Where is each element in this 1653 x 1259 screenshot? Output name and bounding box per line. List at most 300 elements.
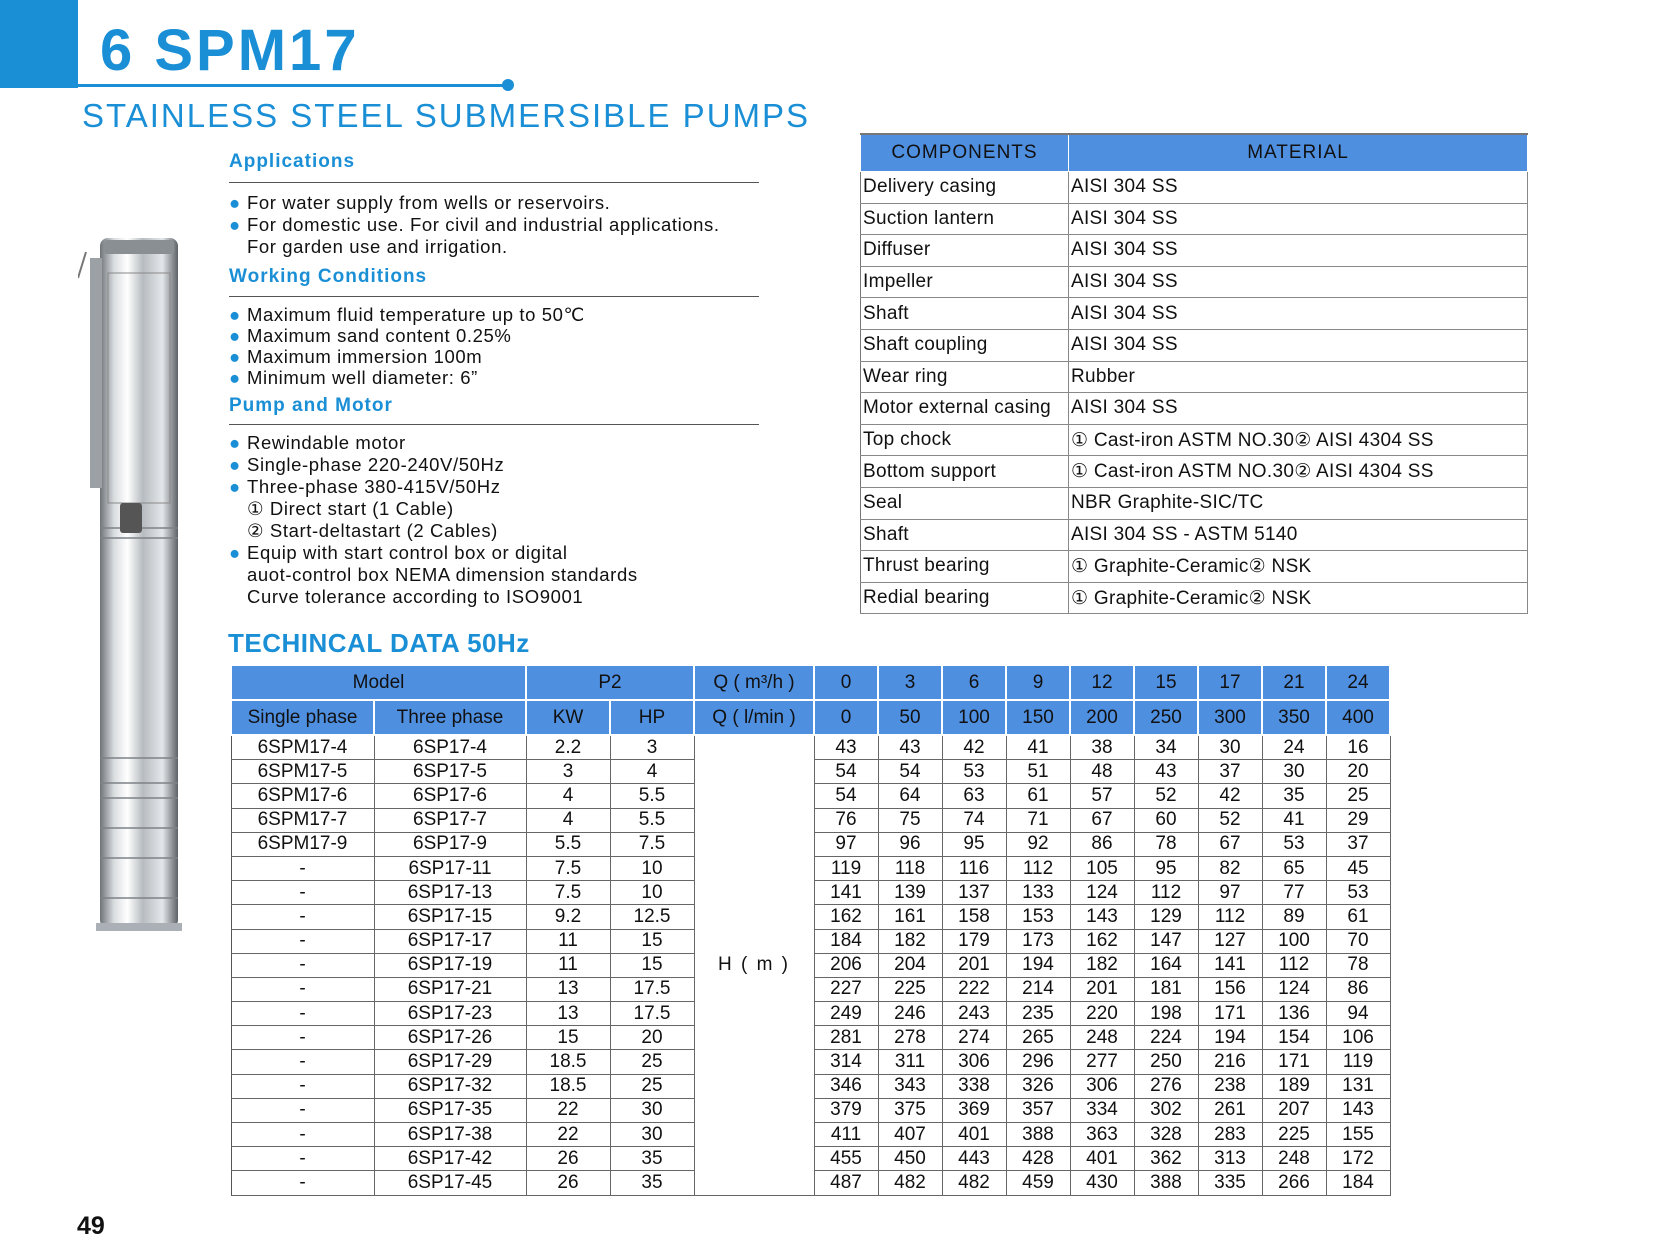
- flow-lmin-value: 300: [1198, 700, 1262, 735]
- head-value-cell: 54: [878, 760, 942, 784]
- head-value-cell: 266: [1262, 1171, 1326, 1195]
- kw-cell: 4: [526, 808, 610, 832]
- p2-header: P2: [526, 665, 694, 700]
- list-item: ● Equip with start control box or digital: [229, 542, 568, 563]
- head-value-cell: 86: [1326, 977, 1390, 1001]
- material-col-header: MATERIAL: [1069, 134, 1528, 172]
- three-phase-model-cell: 6SP17-29: [374, 1050, 526, 1074]
- head-value-cell: 283: [1198, 1123, 1262, 1147]
- head-value-cell: 112: [1198, 905, 1262, 929]
- head-value-cell: 105: [1070, 856, 1134, 880]
- head-value-cell: 220: [1070, 1002, 1134, 1026]
- head-value-cell: 34: [1134, 735, 1198, 760]
- head-value-cell: 487: [814, 1171, 878, 1195]
- single-phase-model-cell: -: [231, 1050, 374, 1074]
- model-header: Model: [231, 665, 526, 700]
- head-value-cell: 53: [1326, 881, 1390, 905]
- component-cell: Delivery casing: [861, 172, 1069, 204]
- list-item: ● Minimum well diameter: 6”: [229, 367, 478, 388]
- head-value-cell: 314: [814, 1050, 878, 1074]
- head-value-cell: 153: [1006, 905, 1070, 929]
- head-value-cell: 112: [1006, 856, 1070, 880]
- head-value-cell: 30: [1262, 760, 1326, 784]
- head-value-cell: 52: [1134, 784, 1198, 808]
- table-row: [861, 393, 1528, 425]
- table-row: [861, 519, 1528, 551]
- head-value-cell: 388: [1134, 1171, 1198, 1195]
- single-phase-model-cell: -: [231, 1123, 374, 1147]
- kw-cell: 22: [526, 1098, 610, 1122]
- kw-cell: 5.5: [526, 832, 610, 856]
- single-phase-model-cell: -: [231, 1026, 374, 1050]
- material-cell: AISI 304 SS: [1069, 298, 1528, 330]
- flow-m3h-value: 24: [1326, 665, 1390, 700]
- head-value-cell: 162: [1070, 929, 1134, 953]
- head-value-cell: 328: [1134, 1123, 1198, 1147]
- hp-header: HP: [610, 700, 694, 735]
- head-value-cell: 227: [814, 977, 878, 1001]
- table-row: [861, 266, 1528, 298]
- head-value-cell: 116: [942, 856, 1006, 880]
- head-value-cell: 74: [942, 808, 1006, 832]
- head-value-cell: 379: [814, 1098, 878, 1122]
- single-phase-model-cell: -: [231, 905, 374, 929]
- head-value-cell: 147: [1134, 929, 1198, 953]
- head-value-cell: 100: [1262, 929, 1326, 953]
- hp-cell: 3: [610, 735, 694, 760]
- three-phase-model-cell: 6SP17-9: [374, 832, 526, 856]
- component-cell: Redial bearing: [861, 582, 1069, 614]
- hp-cell: 17.5: [610, 1002, 694, 1026]
- head-value-cell: 369: [942, 1098, 1006, 1122]
- page-title: 6 SPM17: [100, 18, 360, 83]
- material-cell: AISI 304 SS: [1069, 329, 1528, 361]
- head-value-cell: 133: [1006, 881, 1070, 905]
- head-value-cell: 265: [1006, 1026, 1070, 1050]
- head-value-cell: 302: [1134, 1098, 1198, 1122]
- head-value-cell: 182: [1070, 953, 1134, 977]
- head-value-cell: 179: [942, 929, 1006, 953]
- head-value-cell: 97: [1198, 881, 1262, 905]
- table-row: [861, 329, 1528, 361]
- three-phase-model-cell: 6SP17-7: [374, 808, 526, 832]
- single-phase-model-cell: -: [231, 1171, 374, 1195]
- pump-image: [78, 238, 198, 938]
- head-value-cell: 306: [942, 1050, 1006, 1074]
- material-cell: ① Cast-iron ASTM NO.30② AISI 4304 SS: [1069, 456, 1528, 488]
- list-subitem: ② Start-deltastart (2 Cables): [247, 520, 498, 541]
- head-value-cell: 181: [1134, 977, 1198, 1001]
- head-value-cell: 363: [1070, 1123, 1134, 1147]
- head-value-cell: 216: [1198, 1050, 1262, 1074]
- list-item: ● Rewindable motor: [229, 432, 406, 453]
- head-value-cell: 164: [1134, 953, 1198, 977]
- head-value-cell: 24: [1262, 735, 1326, 760]
- head-value-cell: 277: [1070, 1050, 1134, 1074]
- head-value-cell: 249: [814, 1002, 878, 1026]
- hp-cell: 20: [610, 1026, 694, 1050]
- head-label-cell: H ( m ): [694, 735, 814, 1195]
- head-value-cell: 54: [814, 784, 878, 808]
- head-value-cell: 143: [1326, 1098, 1390, 1122]
- kw-cell: 7.5: [526, 881, 610, 905]
- head-value-cell: 326: [1006, 1074, 1070, 1098]
- head-value-cell: 124: [1070, 881, 1134, 905]
- component-cell: Top chock: [861, 424, 1069, 456]
- page-subtitle: STAINLESS STEEL SUBMERSIBLE PUMPS: [82, 97, 811, 134]
- page-number: 49: [77, 1212, 105, 1240]
- hp-cell: 5.5: [610, 808, 694, 832]
- head-value-cell: 76: [814, 808, 878, 832]
- head-value-cell: 65: [1262, 856, 1326, 880]
- three-phase-model-cell: 6SP17-4: [374, 735, 526, 760]
- head-value-cell: 127: [1198, 929, 1262, 953]
- three-phase-model-cell: 6SP17-42: [374, 1147, 526, 1171]
- head-value-cell: 57: [1070, 784, 1134, 808]
- material-cell: ① Graphite-Ceramic② NSK: [1069, 551, 1528, 583]
- head-value-cell: 78: [1326, 953, 1390, 977]
- kw-cell: 3: [526, 760, 610, 784]
- flow-lmin-value: 100: [942, 700, 1006, 735]
- head-value-cell: 95: [942, 832, 1006, 856]
- three-phase-model-cell: 6SP17-15: [374, 905, 526, 929]
- hp-cell: 10: [610, 881, 694, 905]
- head-value-cell: 131: [1326, 1074, 1390, 1098]
- components-table-body: [861, 172, 1528, 614]
- head-value-cell: 136: [1262, 1002, 1326, 1026]
- hp-cell: 17.5: [610, 977, 694, 1001]
- working-conditions-heading: Working Conditions: [229, 266, 428, 287]
- pump-motor-list: [229, 432, 638, 608]
- component-cell: Impeller: [861, 266, 1069, 298]
- hp-cell: 35: [610, 1171, 694, 1195]
- head-value-cell: 201: [1070, 977, 1134, 1001]
- hp-cell: 35: [610, 1147, 694, 1171]
- single-phase-model-cell: -: [231, 1002, 374, 1026]
- flow-m3h-header-row: [231, 665, 1390, 700]
- material-cell: Rubber: [1069, 361, 1528, 393]
- head-value-cell: 455: [814, 1147, 878, 1171]
- component-cell: Shaft: [861, 519, 1069, 551]
- head-value-cell: 296: [1006, 1050, 1070, 1074]
- kw-cell: 11: [526, 953, 610, 977]
- hp-cell: 5.5: [610, 784, 694, 808]
- head-value-cell: 95: [1134, 856, 1198, 880]
- head-value-cell: 118: [878, 856, 942, 880]
- hp-cell: 25: [610, 1050, 694, 1074]
- three-phase-model-cell: 6SP17-23: [374, 1002, 526, 1026]
- flow-m3h-value: 0: [814, 665, 878, 700]
- material-cell: AISI 304 SS - ASTM 5140: [1069, 519, 1528, 551]
- hp-cell: 12.5: [610, 905, 694, 929]
- three-phase-model-cell: 6SP17-17: [374, 929, 526, 953]
- head-value-cell: 112: [1134, 881, 1198, 905]
- pump-motor-heading: Pump and Motor: [229, 395, 393, 416]
- material-cell: AISI 304 SS: [1069, 203, 1528, 235]
- head-value-cell: 375: [878, 1098, 942, 1122]
- head-value-cell: 63: [942, 784, 1006, 808]
- head-value-cell: 248: [1262, 1147, 1326, 1171]
- single-phase-model-cell: -: [231, 1098, 374, 1122]
- single-phase-model-cell: -: [231, 1074, 374, 1098]
- three-phase-model-cell: 6SP17-11: [374, 856, 526, 880]
- head-value-cell: 78: [1134, 832, 1198, 856]
- table-row: [861, 456, 1528, 488]
- head-value-cell: 362: [1134, 1147, 1198, 1171]
- list-item: ● For water supply from wells or reservoirs.: [229, 192, 611, 213]
- flow-m3h-label: Q ( m³/h ): [694, 665, 814, 700]
- head-value-cell: 94: [1326, 1002, 1390, 1026]
- head-value-cell: 20: [1326, 760, 1390, 784]
- flow-lmin-value: 350: [1262, 700, 1326, 735]
- head-value-cell: 77: [1262, 881, 1326, 905]
- head-value-cell: 141: [1198, 953, 1262, 977]
- head-value-cell: 201: [942, 953, 1006, 977]
- head-value-cell: 306: [1070, 1074, 1134, 1098]
- head-value-cell: 246: [878, 1002, 942, 1026]
- flow-m3h-value: 6: [942, 665, 1006, 700]
- flow-lmin-header-row: [231, 700, 1390, 735]
- kw-cell: 11: [526, 929, 610, 953]
- table-row: [231, 735, 1390, 760]
- head-value-cell: 206: [814, 953, 878, 977]
- working-conditions-list: [229, 304, 585, 388]
- component-cell: Bottom support: [861, 456, 1069, 488]
- head-value-cell: 30: [1198, 735, 1262, 760]
- head-value-cell: 311: [878, 1050, 942, 1074]
- head-value-cell: 189: [1262, 1074, 1326, 1098]
- single-phase-header: Single phase: [231, 700, 374, 735]
- table-row: [861, 298, 1528, 330]
- head-value-cell: 29: [1326, 808, 1390, 832]
- head-value-cell: 313: [1198, 1147, 1262, 1171]
- head-value-cell: 92: [1006, 832, 1070, 856]
- hp-cell: 30: [610, 1123, 694, 1147]
- head-value-cell: 86: [1070, 832, 1134, 856]
- technical-data-body: [231, 735, 1390, 1195]
- kw-cell: 26: [526, 1147, 610, 1171]
- material-cell: ① Cast-iron ASTM NO.30② AISI 4304 SS: [1069, 424, 1528, 456]
- kw-cell: 15: [526, 1026, 610, 1050]
- hp-cell: 7.5: [610, 832, 694, 856]
- material-cell: ① Graphite-Ceramic② NSK: [1069, 582, 1528, 614]
- head-value-cell: 41: [1262, 808, 1326, 832]
- three-phase-model-cell: 6SP17-19: [374, 953, 526, 977]
- kw-cell: 26: [526, 1171, 610, 1195]
- head-value-cell: 182: [878, 929, 942, 953]
- flow-m3h-value: 15: [1134, 665, 1198, 700]
- components-header-row: [861, 134, 1528, 172]
- material-cell: AISI 304 SS: [1069, 172, 1528, 204]
- head-value-cell: 42: [942, 735, 1006, 760]
- head-value-cell: 143: [1070, 905, 1134, 929]
- head-value-cell: 41: [1006, 735, 1070, 760]
- head-value-cell: 82: [1198, 856, 1262, 880]
- head-value-cell: 53: [1262, 832, 1326, 856]
- table-row: [861, 487, 1528, 519]
- head-value-cell: 61: [1006, 784, 1070, 808]
- component-cell: Suction lantern: [861, 203, 1069, 235]
- hp-cell: 4: [610, 760, 694, 784]
- head-value-cell: 225: [1262, 1123, 1326, 1147]
- head-value-cell: 124: [1262, 977, 1326, 1001]
- head-value-cell: 171: [1198, 1002, 1262, 1026]
- single-phase-model-cell: -: [231, 1147, 374, 1171]
- head-value-cell: 43: [1134, 760, 1198, 784]
- three-phase-model-cell: 6SP17-45: [374, 1171, 526, 1195]
- head-value-cell: 276: [1134, 1074, 1198, 1098]
- head-value-cell: 482: [878, 1171, 942, 1195]
- head-value-cell: 261: [1198, 1098, 1262, 1122]
- head-value-cell: 38: [1070, 735, 1134, 760]
- head-value-cell: 225: [878, 977, 942, 1001]
- components-col-header: COMPONENTS: [861, 134, 1069, 172]
- single-phase-model-cell: 6SPM17-5: [231, 760, 374, 784]
- head-value-cell: 25: [1326, 784, 1390, 808]
- list-subitem: ① Direct start (1 Cable): [247, 498, 454, 519]
- head-value-cell: 335: [1198, 1171, 1262, 1195]
- material-cell: AISI 304 SS: [1069, 393, 1528, 425]
- head-value-cell: 158: [942, 905, 1006, 929]
- head-value-cell: 112: [1262, 953, 1326, 977]
- hp-cell: 10: [610, 856, 694, 880]
- table-row: [861, 172, 1528, 204]
- applications-divider: [229, 182, 759, 183]
- pump-motor-divider: [229, 424, 759, 425]
- head-value-cell: 51: [1006, 760, 1070, 784]
- head-value-cell: 346: [814, 1074, 878, 1098]
- list-item: ● Maximum sand content 0.25%: [229, 325, 512, 346]
- head-value-cell: 430: [1070, 1171, 1134, 1195]
- three-phase-model-cell: 6SP17-38: [374, 1123, 526, 1147]
- kw-cell: 9.2: [526, 905, 610, 929]
- table-row: [861, 361, 1528, 393]
- head-value-cell: 401: [942, 1123, 1006, 1147]
- table-row: [861, 203, 1528, 235]
- head-value-cell: 137: [942, 881, 1006, 905]
- three-phase-model-cell: 6SP17-35: [374, 1098, 526, 1122]
- flow-lmin-value: 400: [1326, 700, 1390, 735]
- head-value-cell: 243: [942, 1002, 1006, 1026]
- hp-cell: 30: [610, 1098, 694, 1122]
- single-phase-model-cell: -: [231, 881, 374, 905]
- three-phase-model-cell: 6SP17-5: [374, 760, 526, 784]
- kw-cell: 7.5: [526, 856, 610, 880]
- component-cell: Shaft coupling: [861, 329, 1069, 361]
- head-value-cell: 459: [1006, 1171, 1070, 1195]
- head-value-cell: 43: [878, 735, 942, 760]
- list-item-continuation: Curve tolerance according to ISO9001: [247, 586, 584, 607]
- head-value-cell: 250: [1134, 1050, 1198, 1074]
- single-phase-model-cell: 6SPM17-9: [231, 832, 374, 856]
- head-value-cell: 334: [1070, 1098, 1134, 1122]
- kw-cell: 13: [526, 977, 610, 1001]
- table-row: [861, 424, 1528, 456]
- head-value-cell: 198: [1134, 1002, 1198, 1026]
- head-value-cell: 45: [1326, 856, 1390, 880]
- head-value-cell: 248: [1070, 1026, 1134, 1050]
- head-value-cell: 238: [1198, 1074, 1262, 1098]
- head-value-cell: 156: [1198, 977, 1262, 1001]
- head-value-cell: 184: [814, 929, 878, 953]
- head-value-cell: 357: [1006, 1098, 1070, 1122]
- material-cell: AISI 304 SS: [1069, 266, 1528, 298]
- head-value-cell: 161: [878, 905, 942, 929]
- hp-cell: 15: [610, 929, 694, 953]
- table-row: [861, 235, 1528, 267]
- head-value-cell: 61: [1326, 905, 1390, 929]
- head-value-cell: 450: [878, 1147, 942, 1171]
- head-value-cell: 411: [814, 1123, 878, 1147]
- list-item: ● Single-phase 220-240V/50Hz: [229, 454, 505, 475]
- head-value-cell: 37: [1326, 832, 1390, 856]
- single-phase-model-cell: 6SPM17-6: [231, 784, 374, 808]
- single-phase-model-cell: 6SPM17-4: [231, 735, 374, 760]
- title-underline: [78, 84, 508, 87]
- head-value-cell: 222: [942, 977, 1006, 1001]
- head-value-cell: 184: [1326, 1171, 1390, 1195]
- list-item-continuation: For garden use and irrigation.: [247, 236, 508, 257]
- three-phase-model-cell: 6SP17-32: [374, 1074, 526, 1098]
- head-value-cell: 274: [942, 1026, 1006, 1050]
- head-value-cell: 162: [814, 905, 878, 929]
- head-value-cell: 35: [1262, 784, 1326, 808]
- three-phase-model-cell: 6SP17-13: [374, 881, 526, 905]
- head-value-cell: 207: [1262, 1098, 1326, 1122]
- kw-cell: 18.5: [526, 1050, 610, 1074]
- head-value-cell: 214: [1006, 977, 1070, 1001]
- head-value-cell: 52: [1198, 808, 1262, 832]
- kw-cell: 18.5: [526, 1074, 610, 1098]
- head-value-cell: 171: [1262, 1050, 1326, 1074]
- head-value-cell: 428: [1006, 1147, 1070, 1171]
- head-value-cell: 281: [814, 1026, 878, 1050]
- kw-cell: 4: [526, 784, 610, 808]
- list-item: ● For domestic use. For civil and industrial applications.: [229, 214, 720, 235]
- head-value-cell: 64: [878, 784, 942, 808]
- table-row: [861, 582, 1528, 614]
- head-value-cell: 204: [878, 953, 942, 977]
- head-value-cell: 67: [1070, 808, 1134, 832]
- flow-m3h-value: 12: [1070, 665, 1134, 700]
- component-cell: Seal: [861, 487, 1069, 519]
- head-value-cell: 401: [1070, 1147, 1134, 1171]
- flow-lmin-value: 0: [814, 700, 878, 735]
- head-value-cell: 119: [814, 856, 878, 880]
- hp-cell: 15: [610, 953, 694, 977]
- kw-cell: 22: [526, 1123, 610, 1147]
- head-value-cell: 97: [814, 832, 878, 856]
- working-conditions-divider: [229, 296, 759, 297]
- head-value-cell: 48: [1070, 760, 1134, 784]
- header-accent-block: [0, 0, 78, 88]
- head-value-cell: 173: [1006, 929, 1070, 953]
- head-value-cell: 155: [1326, 1123, 1390, 1147]
- head-value-cell: 67: [1198, 832, 1262, 856]
- three-phase-model-cell: 6SP17-26: [374, 1026, 526, 1050]
- three-phase-header: Three phase: [374, 700, 526, 735]
- head-value-cell: 37: [1198, 760, 1262, 784]
- head-value-cell: 54: [814, 760, 878, 784]
- component-cell: Thrust bearing: [861, 551, 1069, 583]
- head-value-cell: 129: [1134, 905, 1198, 929]
- head-value-cell: 60: [1134, 808, 1198, 832]
- material-cell: AISI 304 SS: [1069, 235, 1528, 267]
- single-phase-model-cell: 6SPM17-7: [231, 808, 374, 832]
- technical-data-title: TECHINCAL DATA 50Hz: [228, 628, 530, 658]
- head-value-cell: 96: [878, 832, 942, 856]
- head-value-cell: 70: [1326, 929, 1390, 953]
